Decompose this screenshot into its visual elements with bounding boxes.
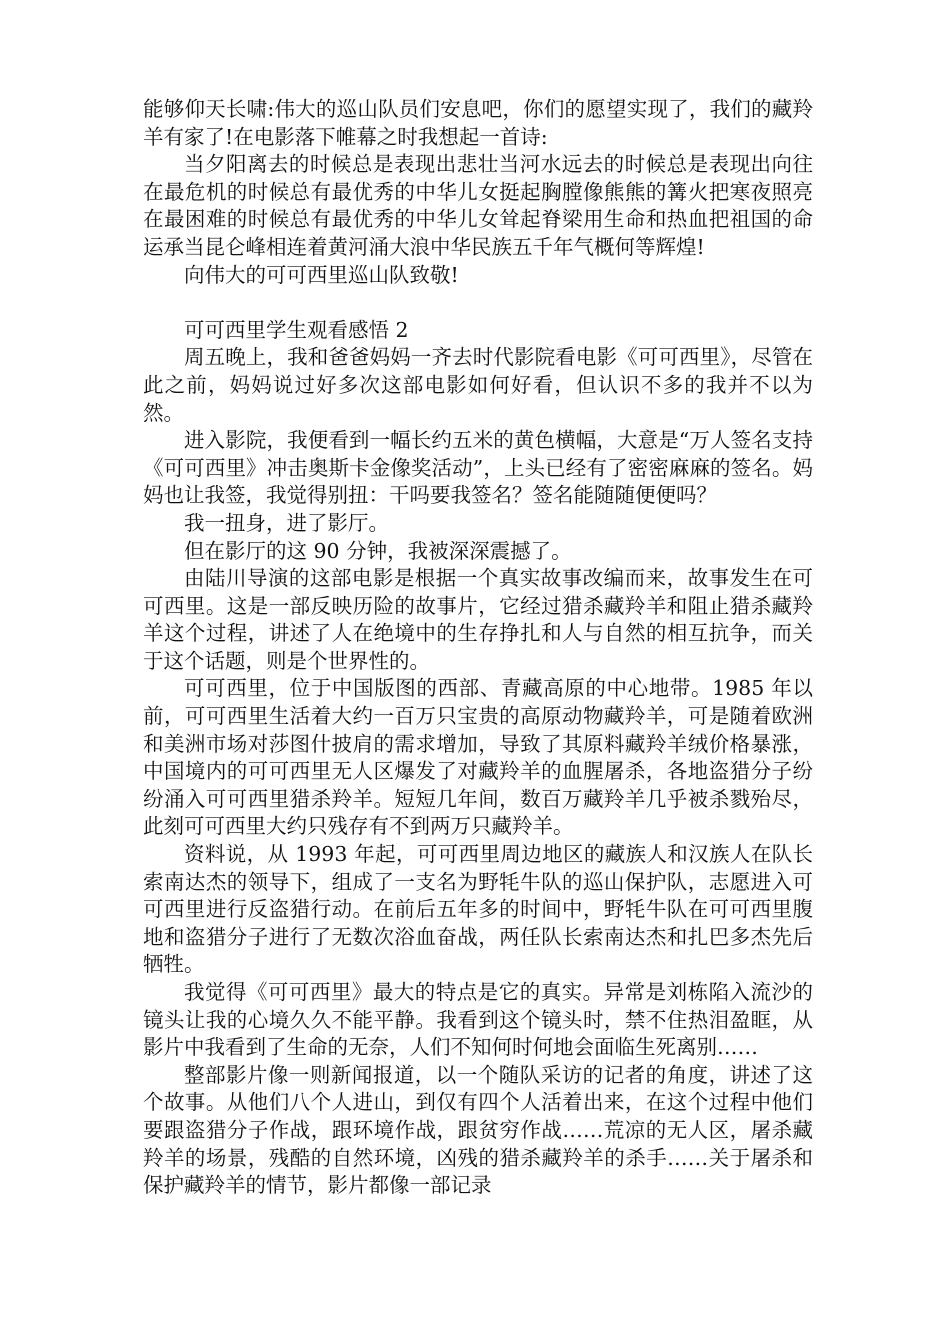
paragraph: 由陆川导演的这部电影是根据一个真实故事改编而来，故事发生在可可西里。这是一部反映历险的故事片，它经过猎杀藏羚羊和阻止猎杀藏羚羊这个过程，讲述了人在绝境中的生存挣扎和人与自然的相互抗争，而关于这个话题，则是个世界性的。 — [143, 566, 813, 673]
paragraph: 进入影院，我便看到一幅长约五米的黄色横幅，大意是“万人签名支持《可可西里》冲击奥斯卡金像奖活动”，上头已经有了密密麻麻的签名。妈妈也让我签，我觉得别扭：干吗要我签名？签名能随随便便吗？ — [143, 428, 813, 508]
paragraph-salute: 向伟大的可可西里巡山队致敬! — [184, 262, 459, 287]
paragraph-continuation: 能够仰天长啸:伟大的巡山队员们安息吧，你们的愿望实现了，我们的藏羚羊有家了!在电影落下帷幕之时我想起一首诗: — [143, 97, 813, 149]
section-heading: 可可西里学生观看感悟 2 — [184, 317, 409, 342]
paragraph: 我觉得《可可西里》最大的特点是它的真实。异常是刘栋陷入流沙的镜头让我的心境久久不能平静。我看到这个镜头时，禁不住热泪盈眶，从影片中我看到了生命的无奈，人们不知何时何地会面临生死离别…… — [143, 980, 813, 1060]
paragraph: 资料说，从 1993 年起，可可西里周边地区的藏族人和汉族人在队长索南达杰的领导下，组成了一支名为野牦牛队的巡山保护队，志愿进入可可西里进行反盗猎行动。在前后五年多的时间中，野牦牛队在可可西里腹地和盗猎分子进行了无数次浴血奋战，两任队长索南达杰和扎巴多杰先后牺牲。 — [143, 842, 813, 977]
paragraph: 但在影厅的这 90 分钟，我被深深震撼了。 — [184, 538, 572, 563]
paragraph: 可可西里，位于中国版图的西部、青藏高原的中心地带。1985 年以前，可可西里生活着大约一百万只宝贵的高原动物藏羚羊，可是随着欧洲和美洲市场对莎图什披肩的需求增加，导致了其原料藏羚羊绒价格暴涨，中国境内的可可西里无人区爆发了对藏羚羊的血腥屠杀，各地盗猎分子纷纷涌入可可西里猎杀羚羊。短短几年间，数百万藏羚羊几乎被杀戮殆尽，此刻可可西里大约只残存有不到两万只藏羚羊。 — [143, 676, 813, 839]
paragraph: 我一扭身，进了影厅。 — [184, 510, 389, 535]
paragraph: 周五晚上，我和爸爸妈妈一齐去时代影院看电影《可可西里》，尽管在此之前，妈妈说过好多次这部电影如何好看，但认识不多的我并不以为然。 — [143, 345, 813, 425]
paragraph: 整部影片像一则新闻报道，以一个随队采访的记者的角度，讲述了这个故事。从他们八个人进山，到仅有四个人活着出来，在这个过程中他们要跟盗猎分子作战，跟环境作战，跟贫穷作战……荒凉的无人区，屠杀藏羚羊的场景，残酷的自然环境，凶残的猎杀藏羚羊的杀手……关于屠杀和保护藏羚羊的情节，影片都像一部记录 — [143, 1062, 813, 1198]
document-body — [143, 96, 813, 1200]
paragraph-poem: 当夕阳离去的时候总是表现出悲壮当河水远去的时候总是表现出向往在最危机的时候总有最优秀的中华儿女挺起胸膛像熊熊的篝火把寒夜照亮在最困难的时候总有最优秀的中华儿女耸起脊梁用生命和热血把祖国的命运承当昆仑峰相连着黄河涌大浪中华民族五千年气概何等辉煌! — [143, 152, 813, 259]
